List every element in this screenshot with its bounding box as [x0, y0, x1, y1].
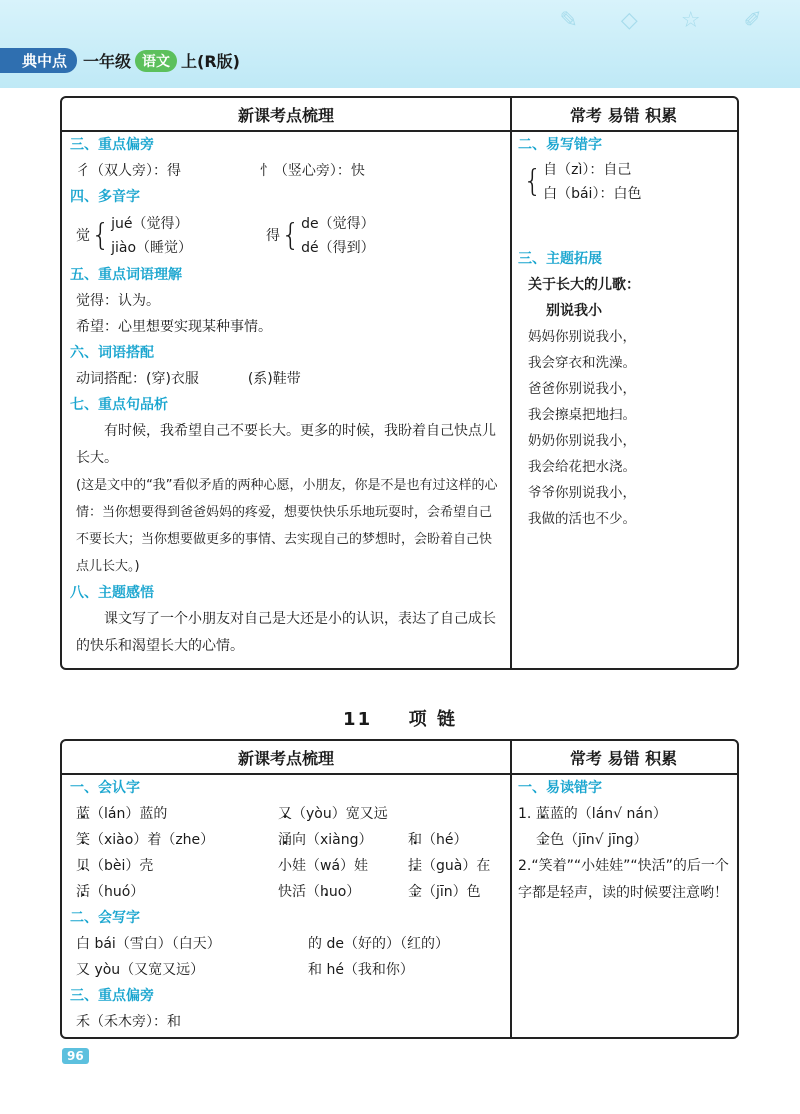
polyphone-group	[266, 210, 375, 262]
section-title: 三、主题拓展	[518, 251, 602, 267]
reading: de（觉得）	[301, 216, 375, 232]
reading: jiào（睡觉）	[111, 240, 193, 256]
song-title: 别说我小	[546, 303, 602, 319]
song-line: 爸爸你别说我小，	[528, 381, 636, 397]
char-reading: （huó）	[90, 884, 145, 900]
polyphone-char: 得	[266, 228, 280, 244]
theme-paragraph: 课文写了一个小朋友对自己是大还是小的认识，表达了自己成长的快乐和渴望长大的心情。	[76, 611, 496, 654]
char: 金	[536, 832, 550, 848]
tip-number: 1.	[518, 806, 532, 822]
error-char-group	[518, 158, 730, 206]
table-header	[62, 741, 737, 775]
song-line: 妈妈你别说我小，	[528, 329, 636, 345]
char: 又	[278, 806, 292, 822]
section-title: 四、多音字	[70, 189, 140, 205]
char-reading: （jīn）色	[422, 884, 481, 900]
polyphone-group	[76, 210, 266, 262]
char-reading: 活（huo） •	[292, 884, 360, 900]
page-number: 96	[62, 1048, 89, 1064]
left-column-title: 新课考点梳理	[237, 748, 334, 768]
lesson11-table	[60, 739, 739, 1039]
char-reading: 小娃（	[278, 858, 320, 874]
radical-line: 禾（禾木旁）：和	[76, 1014, 181, 1030]
char: 蓝	[76, 806, 90, 822]
tip-item	[518, 801, 730, 827]
right-column	[518, 775, 730, 907]
radical-item: 忄（竖心旁）：快	[259, 163, 365, 179]
char: 快	[278, 884, 292, 900]
tip-text: 色（jīn√ jīng）	[550, 832, 648, 848]
char-reading: （guà）在	[422, 858, 491, 874]
write-item: 又 yòu（又宽又远）	[76, 962, 205, 978]
brace-icon: {	[281, 218, 301, 253]
char: 笑	[76, 832, 90, 848]
chapter-name: 项 链	[408, 709, 457, 730]
char: 活	[76, 884, 90, 900]
song-lines	[518, 324, 730, 532]
section-title: 八、主题感悟	[70, 585, 154, 601]
section-title: 一、会认字	[70, 780, 140, 796]
char-reading: （lán）蓝的	[90, 806, 168, 822]
tip-item	[518, 827, 730, 853]
lesson10-table	[60, 96, 739, 670]
song-line: 我会穿衣和洗澡。	[528, 355, 636, 371]
song-line: 奶奶你别说我小，	[528, 433, 636, 449]
recognize-row	[70, 827, 502, 853]
radical-item: 彳（双人旁）：得	[76, 163, 181, 179]
reading: dé（得到）	[301, 240, 375, 256]
char: 涌	[278, 832, 292, 848]
char: 贝	[76, 858, 90, 874]
edition-label: 上(R版)	[181, 52, 240, 71]
reading: jué（觉得）	[111, 216, 189, 232]
error-char-item: 自（zì）：自己	[543, 162, 632, 178]
section-title: 七、重点句品析	[70, 397, 168, 413]
write-row	[70, 931, 502, 957]
song-line: 我会擦桌把地扫。	[528, 407, 636, 423]
char-reading: ）娃	[340, 858, 369, 874]
table-header	[62, 98, 737, 132]
write-row	[70, 957, 502, 983]
section-title: 二、会写字	[70, 910, 140, 926]
write-item: 白 bái（雪白）（白天）	[76, 936, 221, 952]
vocab-line: 希望：心里想要实现某种事情。	[76, 319, 272, 335]
char-reading: wá	[320, 858, 341, 874]
radical-line	[70, 158, 502, 184]
section-title: 三、重点偏旁	[70, 137, 154, 153]
collocation-item: 动词搭配：(穿)衣服	[76, 371, 199, 387]
collocation-item: (系)鞋带	[247, 371, 301, 387]
section-title: 三、重点偏旁	[70, 988, 154, 1004]
tip-text: 蓝的（lán√ nán）	[549, 806, 667, 822]
grade-label: 一年级	[83, 52, 132, 71]
char-reading: （yòu）宽又远	[292, 806, 388, 822]
right-column-title: 常考 易错 积累	[569, 105, 678, 125]
char: 金	[408, 884, 422, 900]
song-line: 我会给花把水浇。	[528, 459, 636, 475]
error-char-item: 白（bái）：白色	[543, 186, 642, 202]
char: 蓝	[535, 806, 550, 822]
column-divider	[510, 741, 512, 1037]
section-title: 五、重点词语理解	[70, 267, 182, 283]
char-reading: （hé）	[422, 832, 468, 848]
header-banner	[0, 0, 800, 88]
left-column-title: 新课考点梳理	[237, 105, 334, 125]
recognize-row	[70, 801, 502, 827]
char-reading: （xiào）着（zhe）	[90, 832, 215, 848]
book-header	[0, 48, 240, 73]
brace-icon: {	[523, 164, 543, 199]
right-column	[518, 132, 730, 532]
char-reading: 向（xiàng）	[292, 832, 373, 848]
song-line: 爷爷你别说我小，	[528, 485, 636, 501]
tip-item: 2.“笑着”“小娃娃”“快活”的后一个字都是轻声，读的时候要注意哟！	[518, 858, 729, 901]
subject-badge: 语文	[135, 50, 177, 72]
chapter-number: 11	[343, 709, 373, 730]
left-column	[70, 132, 502, 660]
column-divider	[510, 98, 512, 668]
recognize-row	[70, 879, 502, 905]
char-reading: （bèi）壳	[90, 858, 154, 874]
sentence-analysis: (这是文中的“我”看似矛盾的两种心愿，小朋友，你是不是也有过这样的心情：当你想要得到爸爸妈妈的疼爱，想要快快乐乐地玩耍时，会希望自己不要长大；当你想要做更多的事情、去实现自己的梦想时，会盼着自己快点儿长大。)	[76, 478, 498, 574]
polyphone-char: 觉	[76, 228, 90, 244]
section-title: 一、易读错字	[518, 780, 602, 796]
left-column	[70, 775, 502, 1035]
series-logo: 典中点	[0, 48, 77, 73]
right-column-title: 常考 易错 积累	[569, 748, 678, 768]
write-item: 和 hé（我和你）	[308, 962, 414, 978]
brace-icon: {	[91, 218, 111, 253]
song-intro: 关于长大的儿歌：	[528, 277, 640, 293]
write-item: 的 de（好的）（红的）	[308, 936, 449, 952]
section-title: 六、词语搭配	[70, 345, 154, 361]
char: 挂	[408, 858, 422, 874]
song-line: 我做的活也不少。	[528, 511, 636, 527]
sentence-quote: 有时候，我希望自己不要长大。更多的时候，我盼着自己快点儿长大。	[76, 423, 496, 466]
char: 和	[408, 832, 422, 848]
vocab-line: 觉得：认为。	[76, 293, 160, 309]
banner-decoration: ✎ ◇ ☆ ✐	[559, 8, 780, 33]
collocation-line	[70, 366, 502, 392]
polyphone-row	[70, 210, 502, 262]
section-title: 二、易写错字	[518, 137, 602, 153]
chapter-title	[0, 705, 800, 731]
